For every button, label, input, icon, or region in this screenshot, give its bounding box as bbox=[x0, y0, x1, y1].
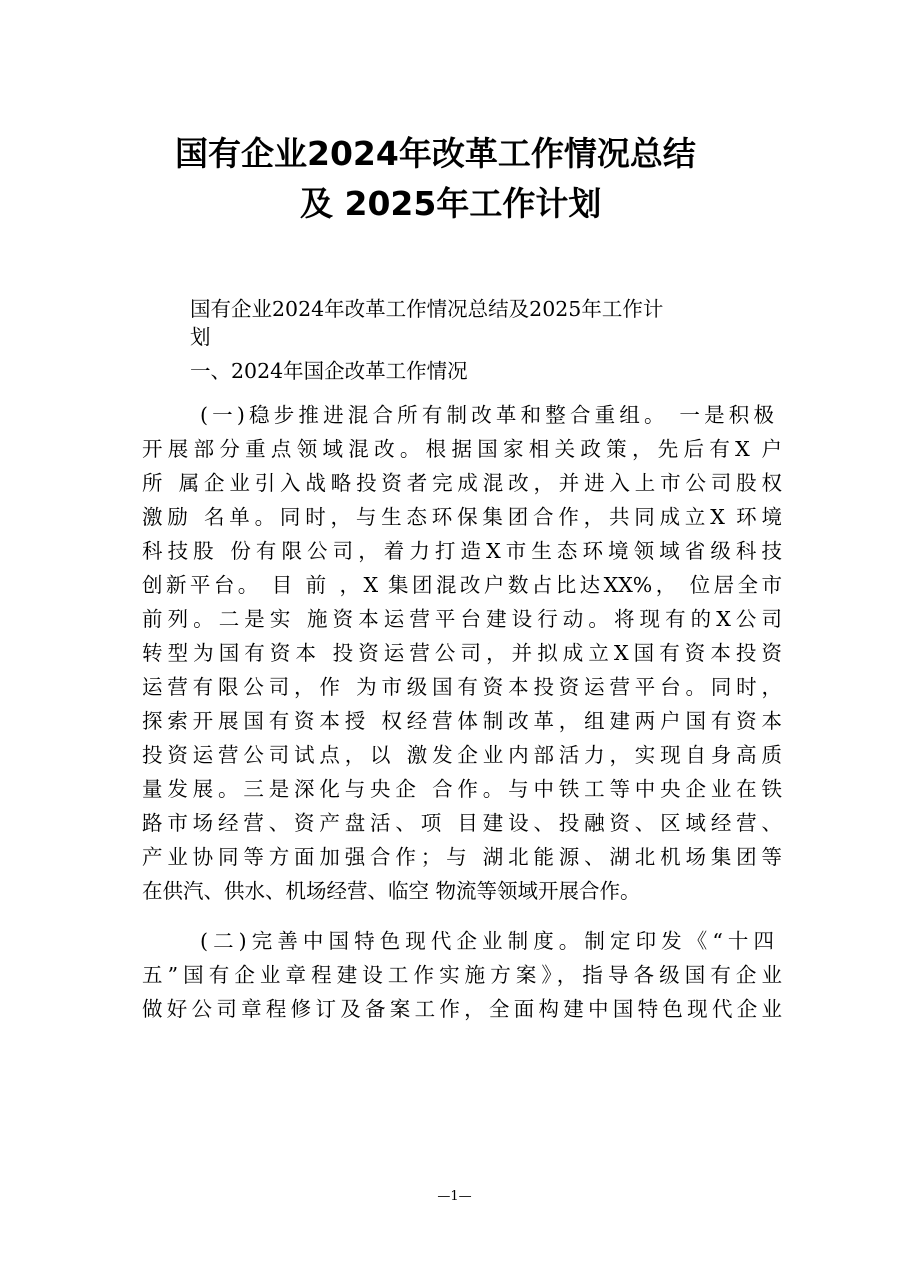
section-heading: 一、2024年国企改革工作情况 bbox=[190, 359, 468, 383]
paragraph-1-line: 所 属企业引入战略投资者完成混改，并进入上市公司股权 bbox=[142, 471, 782, 495]
paragraph-1-line: 产业协同等方面加强合作；与 湖北能源、湖北机场集团等 bbox=[142, 845, 782, 869]
paragraph-1-line: 创新平台。 目 前 ，X 集团混改户数占比达XX%， 位居全市 bbox=[142, 573, 782, 597]
paragraph-1-line: 开展部分重点领域混改。根据国家相关政策，先后有X 户 bbox=[142, 437, 782, 461]
paragraph-1-line: 激励 名单。同时，与生态环保集团合作，共同成立X 环境 bbox=[142, 505, 782, 529]
paragraph-1-line: 探索开展国有资本授 权经营体制改革，组建两户国有资本 bbox=[142, 709, 782, 733]
paragraph-1-line: 转型为国有资本 投资运营公司，并拟成立X国有资本投资 bbox=[142, 641, 782, 665]
paragraph-1-line: 量发展。三是深化与央企 合作。与中铁工等中央企业在铁 bbox=[142, 777, 782, 801]
paragraph-1-line: 前列。二是实 施资本运营平台建设行动。将现有的X公司 bbox=[142, 607, 782, 631]
paragraph-2-line: 做好公司章程修订及备案工作，全面构建中国特色现代企业 bbox=[142, 997, 782, 1021]
document-title-line-2: 及 2025年工作计划 bbox=[300, 184, 602, 223]
paragraph-1-line: 路市场经营、资产盘活、项 目建设、投融资、区域经营、 bbox=[142, 811, 782, 835]
subtitle-line-2: 划 bbox=[190, 325, 211, 349]
paragraph-1-line: (一)稳步推进混合所有制改革和整合重组。 一是积极 bbox=[200, 403, 774, 427]
paragraph-1-line: 投资运营公司试点，以 激发企业内部活力，实现自身高质 bbox=[142, 743, 782, 767]
paragraph-2-line: 五”国有企业章程建设工作实施方案》，指导各级国有企业 bbox=[142, 963, 782, 987]
paragraph-1-line: 在供汽、供水、机场经营、临空 物流等领域开展合作。 bbox=[142, 879, 641, 903]
document-title-line-1: 国有企业2024年改革工作情况总结 bbox=[175, 134, 696, 173]
paragraph-2-line: (二)完善中国特色现代企业制度。制定印发《“十四 bbox=[200, 929, 774, 953]
paragraph-1-line: 运营有限公司，作 为市级国有资本投资运营平台。同时， bbox=[142, 675, 782, 699]
subtitle-line-1: 国有企业2024年改革工作情况总结及2025年工作计 bbox=[190, 297, 664, 321]
page-number: —1— bbox=[437, 1189, 472, 1204]
paragraph-1-line: 科技股 份有限公司，着力打造X市生态环境领域省级科技 bbox=[142, 539, 782, 563]
